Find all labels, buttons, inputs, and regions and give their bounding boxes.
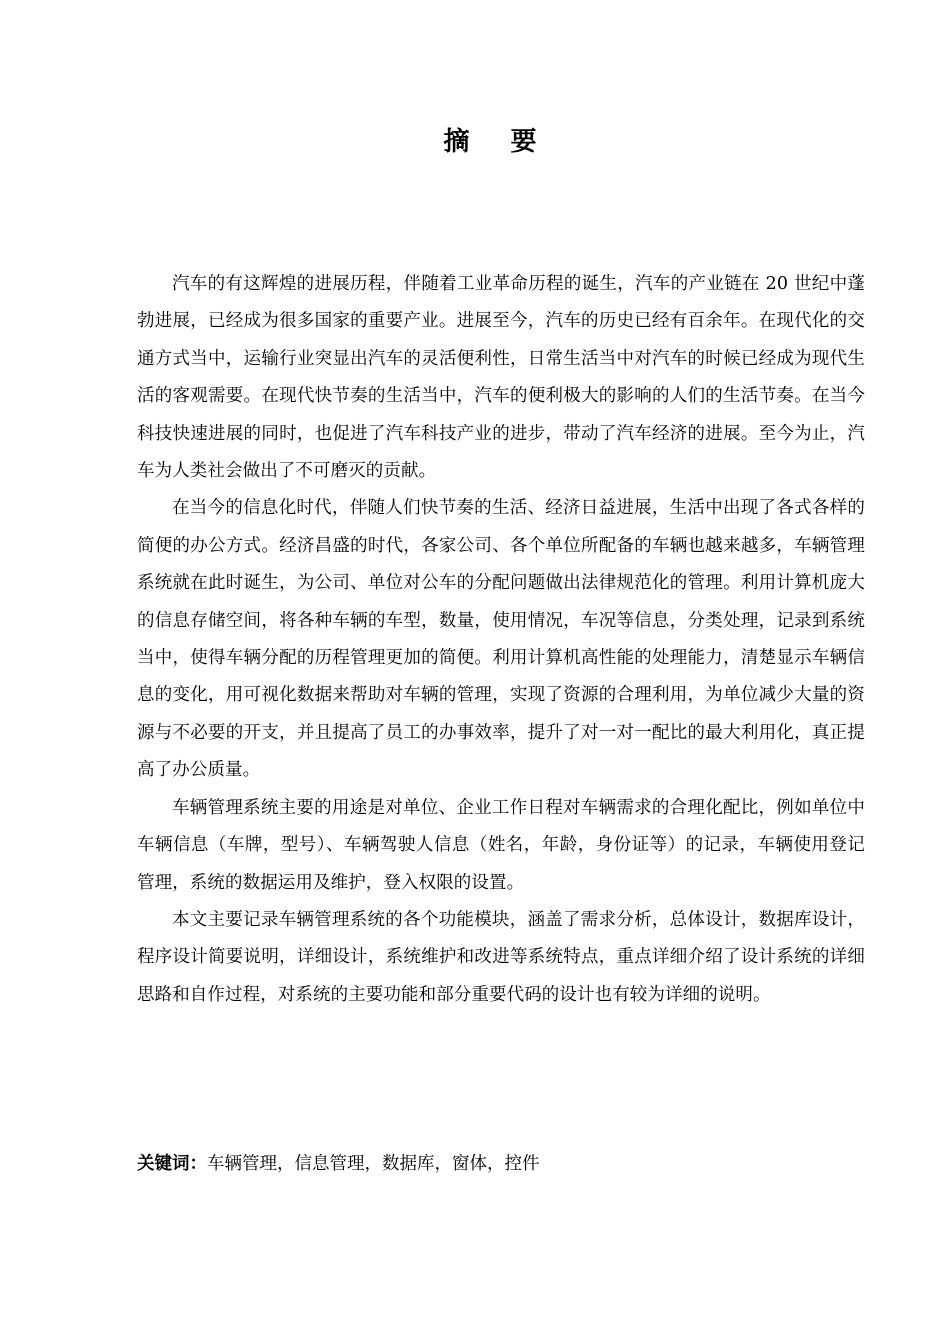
abstract-paragraph-1: 汽车的有这辉煌的进展历程，伴随着工业革命历程的诞生，汽车的产业链在 20 世纪中蓬勃进展，已经成为很多国家的重要产业。进展至今，汽车的历史已经有百余年。在现代化的交通方式当中，运输行业突显出汽车的灵活便利性，日常生活当中对汽车的时候已经成为现代生活的客观需要。在现代快节奏的生活当中，汽车的便利极大的影响的人们的生活节奏。在当今科技快速进展的同时，也促进了汽车科技产业的进步，带动了汽车经济的进展。至今为止，汽车为人类社会做出了不可磨灭的贡献。 <box>137 274 865 482</box>
keywords-value: 车辆管理，信息管理，数据库，窗体，控件 <box>207 1154 540 1174</box>
abstract-paragraph-2: 在当今的信息化时代，伴随人们快节奏的生活、经济日益进展，生活中出现了各式各样的简便的办公方式。经济昌盛的时代，各家公司、各个单位所配备的车辆也越来越多，车辆管理系统就在此时诞生，为公司、单位对公车的分配问题做出法律规范化的管理。利用计算机庞大的信息存储空间，将各种车辆的车型，数量，使用情况，车况等信息，分类处理，记录到系统当中，使得车辆分配的历程管理更加的简便。利用计算机高性能的处理能力，清楚显示车辆信息的变化，用可视化数据来帮助对车辆的管理，实现了资源的合理利用，为单位减少大量的资源与不必要的开支，并且提高了员工的办事效率，提升了对一对一配比的最大利用化，真正提高了办公质量。 <box>137 498 865 781</box>
abstract-paragraph-4: 本文主要记录车辆管理系统的各个功能模块，涵盖了需求分析，总体设计，数据库设计，程序设计简要说明，详细设计，系统维护和改进等系统特点，重点详细介绍了设计系统的详细思路和自作过程，对系统的主要功能和部分重要代码的设计也有较为详细的说明。 <box>137 909 865 1005</box>
keywords-line <box>137 1146 865 1182</box>
abstract-paragraph-3: 车辆管理系统主要的用途是对单位、企业工作日程对车辆需求的合理化配比，例如单位中车辆信息（车牌，型号）、车辆驾驶人信息（姓名，年龄，身份证等）的记录，车辆使用登记管理，系统的数据运用及维护，登入权限的设置。 <box>137 797 865 893</box>
abstract-body <box>137 266 865 1014</box>
page-title: 摘 要 <box>443 127 553 157</box>
keywords-label: 关键词： <box>137 1154 207 1174</box>
